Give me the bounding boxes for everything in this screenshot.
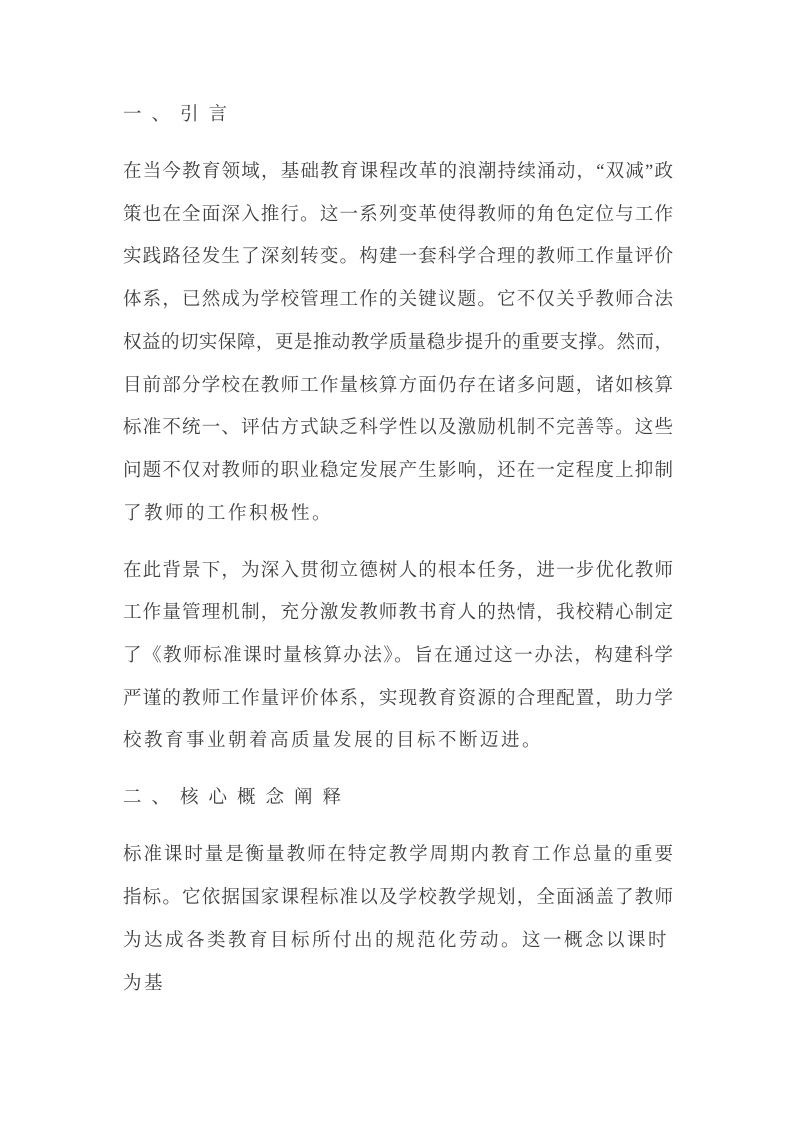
text-line: 了教师的工作积极性。 xyxy=(123,503,334,524)
text-line: 为达成各类教育目标所付出的规范化劳动。这一概念以课时为基 xyxy=(123,930,670,994)
text-line: 工作量管理机制，充分激发教师教书育人的热情，我校精心制定 xyxy=(123,603,673,624)
text-line: 在当今教育领域，基础教育课程改革的浪潮持续涌动，“双减”政 xyxy=(123,162,673,182)
text-line: 策也在全面深入推行。这一系列变革使得教师的角色定位与工作 xyxy=(123,204,673,225)
text-line: 了《教师标准课时量核算办法》。旨在通过这一办法，构建科学 xyxy=(123,646,673,667)
text-line: 严谨的教师工作量评价体系，实现教育资源的合理配置，助力学 xyxy=(123,688,673,709)
text-line: 目前部分学校在教师工作量核算方面仍存在诸多问题，诸如核算 xyxy=(123,375,673,396)
text-line: 问题不仅对教师的职业稳定发展产生影响，还在一定程度上抑制 xyxy=(123,460,673,481)
text-line: 体系，已然成为学校管理工作的关键议题。它不仅关乎教师合法 xyxy=(123,290,673,311)
text-line: 指标。它依据国家课程标准以及学校教学规划，全面涵盖了教师 xyxy=(123,888,673,909)
text-line: 实践路径发生了深刻转变。构建一套科学合理的教师工作量评价 xyxy=(123,247,673,268)
document-content xyxy=(123,94,673,1005)
text-line: 在此背景下，为深入贯彻立德树人的根本任务，进一步优化教师 xyxy=(123,560,673,581)
section-heading-introduction: 一、引言 xyxy=(123,105,238,125)
text-line: 校教育事业朝着高质量发展的目标不断迈进。 xyxy=(123,731,544,752)
paragraph-standard-hours-definition xyxy=(123,834,673,1005)
text-line: 权益的切实保障，更是推动教学质量稳步提升的重要支撑。然而， xyxy=(123,332,673,353)
text-line: 标准不统一、评估方式缺乏科学性以及激励机制不完善等。这些 xyxy=(123,418,673,439)
paragraph-background xyxy=(123,550,673,764)
section-heading-core-concepts: 二、核心概念阐释 xyxy=(123,788,352,809)
text-line: 标准课时量是衡量教师在特定教学周期内教育工作总量的重要 xyxy=(123,845,673,866)
paragraph-introduction xyxy=(123,151,673,535)
